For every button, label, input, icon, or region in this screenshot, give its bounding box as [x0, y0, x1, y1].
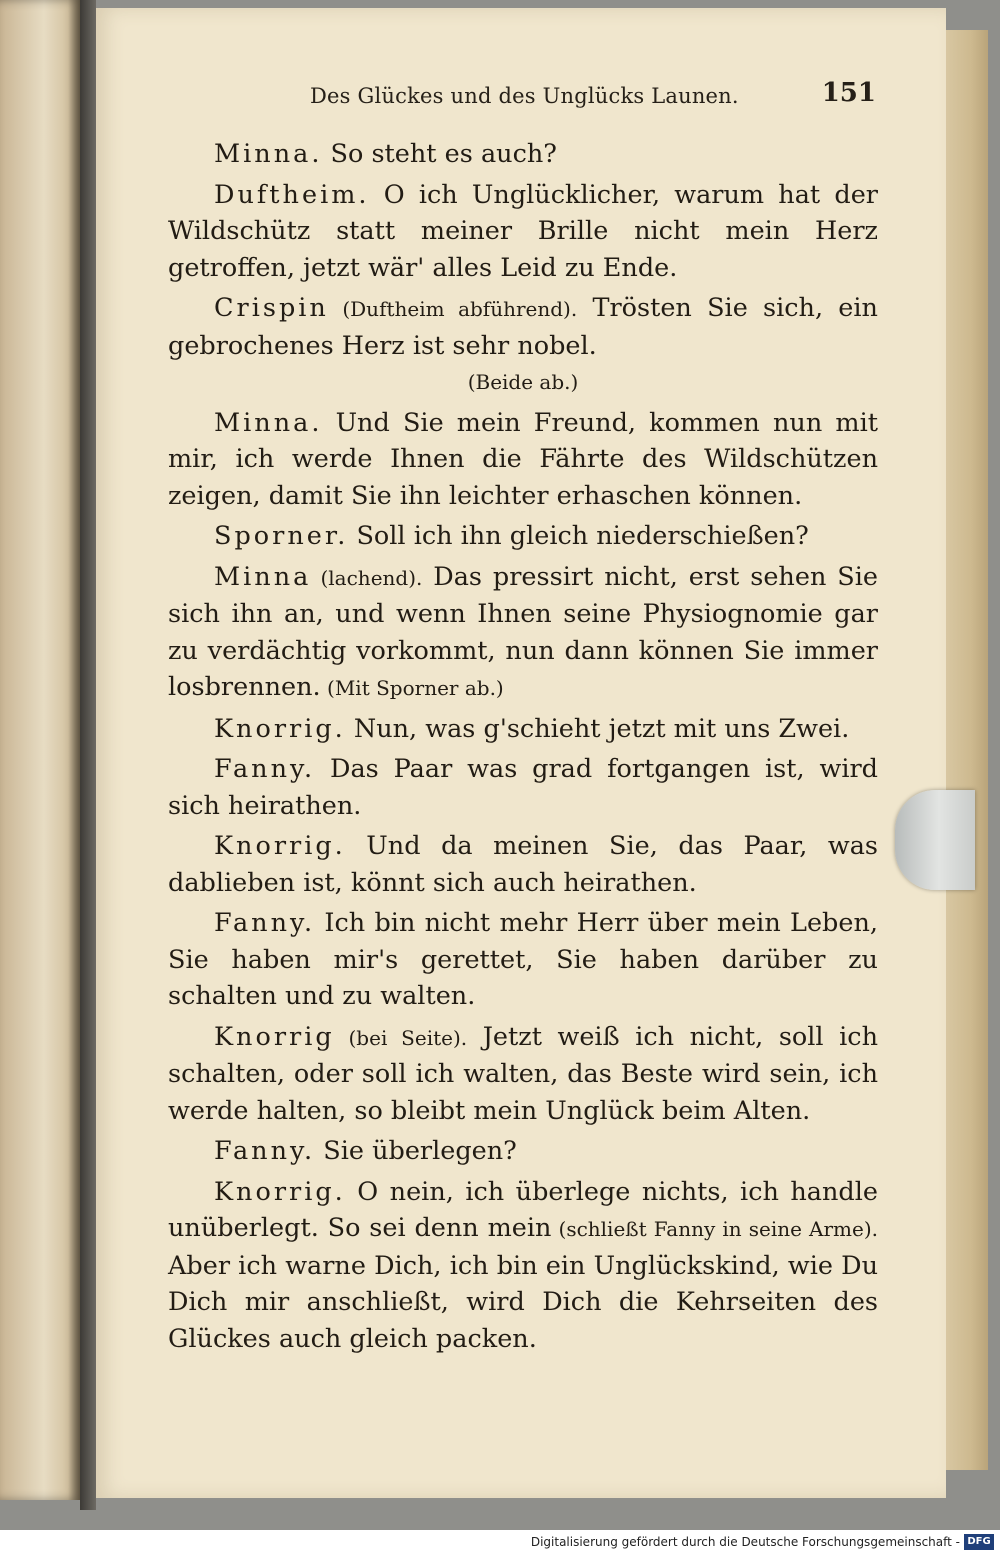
footer-bar	[0, 1530, 1000, 1556]
dialogue-text: Ich bin nicht mehr Herr über mein Leben, Sie haben mir's gerettet, Sie haben darüber zu schalten und zu walten.	[168, 908, 878, 1011]
stage-direction: (bei Seite).	[334, 1025, 468, 1050]
page-clip	[895, 790, 975, 890]
speaker-name: Sporner.	[214, 521, 349, 551]
dialogue-text: Und da meinen Sie, das Paar, was dablieben ist, könnt sich auch heirathen.	[168, 831, 878, 898]
running-title: Des Glückes und des Unglücks Launen.	[310, 84, 739, 108]
dialogue-paragraph	[168, 290, 878, 364]
dialogue-paragraph	[168, 711, 878, 748]
dialogue-text: Jetzt weiß ich nicht, soll ich schalten, oder soll ich walten, das Beste wird sein, ich werde halten, so bleibt mein Unglück beim Alten.	[168, 1021, 878, 1126]
dialogue-text: Das pressirt nicht, erst sehen Sie sich ihn an, und wenn Ihnen seine Physiognomie gar zu verdächtig vorkommt, nun dann können Sie immer losbrennen.	[168, 561, 878, 702]
dialogue-paragraph	[168, 905, 878, 1015]
speaker-name: Minna	[214, 561, 312, 592]
speaker-name: Knorrig.	[214, 831, 346, 861]
dialogue-text: O nein, ich überlege nichts, ich handle unüberlegt. So sei denn mein	[168, 1176, 878, 1243]
body-text	[168, 136, 878, 1361]
dialogue-paragraph	[168, 136, 878, 173]
dialogue-text: O ich Unglücklicher, warum hat der Wildschütz statt meiner Brille nicht mein Herz getroffen, jetzt wär' alles Leid zu Ende.	[168, 179, 878, 283]
stage-direction: (Mit Sporner ab.)	[320, 676, 504, 700]
speaker-name: Duftheim.	[214, 179, 370, 210]
page-stack-edge	[946, 30, 988, 1470]
stage-direction-centered: (Beide ab.)	[467, 370, 579, 394]
stage-direction: (lachend).	[311, 565, 423, 590]
dialogue-text: So steht es auch?	[322, 139, 557, 169]
dialogue-text: Trösten Sie sich, ein gebrochenes Herz ist sehr nobel.	[168, 293, 878, 361]
dialogue-text: Und Sie mein Freund, kommen nun mit mir, ich werde Ihnen die Fährte des Wildschützen zeigen, damit Sie ihn leichter erhaschen können.	[168, 407, 878, 511]
speaker-name: Fanny.	[214, 908, 316, 938]
speaker-name: Minna.	[214, 407, 323, 438]
speaker-name: Minna.	[214, 139, 323, 169]
dialogue-text: Soll ich ihn gleich niederschießen?	[348, 521, 809, 551]
facing-page-edge	[0, 0, 80, 1500]
dialogue-paragraph	[168, 751, 878, 824]
book-gutter	[80, 0, 96, 1510]
dialogue-text: Das Paar was grad fortgangen ist, wird sich heirathen.	[168, 754, 878, 821]
dialogue-paragraph	[168, 1133, 878, 1170]
funding-credit: Digitalisierung gefördert durch die Deutsche Forschungsgemeinschaft -	[530, 1535, 960, 1549]
stage-direction: (schließt Fanny in seine Arme).	[551, 1217, 879, 1241]
speaker-name: Knorrig.	[214, 1176, 346, 1207]
dialogue-paragraph	[168, 518, 878, 555]
dialogue-paragraph	[168, 828, 878, 901]
speaker-name: Fanny.	[214, 754, 316, 784]
dialogue-paragraph	[168, 559, 878, 707]
dialogue-text: Aber ich warne Dich, ich bin ein Unglückskind, wie Du Dich mir anschließt, wird Dich die Kehrseiten des Glückes auch gleich packen.	[168, 1250, 878, 1354]
speaker-name: Fanny.	[214, 1136, 316, 1166]
speaker-name: Crispin	[214, 293, 329, 323]
speaker-name: Knorrig.	[214, 713, 346, 744]
dialogue-text: Sie überlegen?	[315, 1136, 517, 1166]
stage-direction: (Duftheim abführend).	[328, 297, 578, 321]
dialogue-paragraph	[168, 405, 878, 515]
page-number: 151	[821, 78, 876, 108]
dialogue-paragraph	[168, 1019, 878, 1130]
speaker-name: Knorrig	[214, 1021, 335, 1052]
dialogue-paragraph	[168, 177, 878, 287]
dfg-logo-icon: DFG	[964, 1534, 994, 1550]
page-header	[170, 78, 876, 118]
dialogue-text: Nun, was g'schieht jetzt mit uns Zwei.	[345, 713, 850, 744]
dialogue-paragraph	[168, 1174, 878, 1358]
